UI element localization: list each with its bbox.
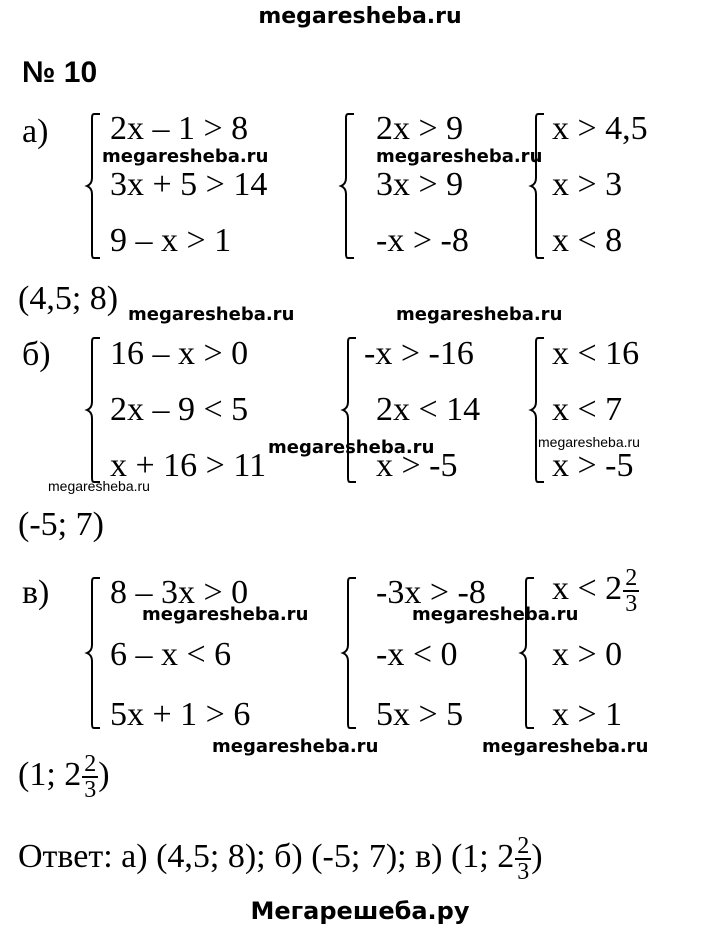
fraction-two-thirds — [623, 566, 639, 616]
watermark: megaresheba.ru — [102, 146, 269, 167]
part-v-col3-line2: x > 0 — [552, 636, 623, 673]
part-a-col2-line1: 2x > 9 — [376, 110, 464, 147]
part-v-col2-line3: 5x > 5 — [376, 696, 464, 733]
fraction-denominator: 3 — [517, 859, 530, 885]
part-v-col1-line1: 8 – 3x > 0 — [110, 574, 249, 611]
part-a-col1-line3: 9 – x > 1 — [110, 222, 232, 259]
watermark: megaresheba.ru — [142, 604, 309, 625]
part-v-col2-line2: -x < 0 — [376, 636, 458, 673]
fraction-denominator: 3 — [625, 591, 638, 617]
watermark: megaresheba.ru — [48, 478, 150, 494]
part-b-label: б) — [22, 336, 51, 373]
part-b-col2-line3: x > -5 — [376, 447, 458, 484]
part-a-col1-line1: 2x – 1 > 8 — [110, 110, 249, 147]
part-b-col1-line1: 16 – x > 0 — [110, 335, 249, 372]
final-answer-close: ) — [531, 837, 543, 875]
part-b-col3-line1: x < 16 — [552, 335, 640, 372]
part-a-col2-line3: -x > -8 — [376, 222, 469, 259]
part-a-answer: (4,5; 8) — [18, 280, 119, 317]
part-v-col2-line1: -3x > -8 — [376, 574, 486, 611]
part-b-col3-line3: x > -5 — [552, 447, 634, 484]
part-a-col3-brace — [530, 112, 546, 260]
watermark: megaresheba.ru — [412, 604, 579, 625]
part-b-col1-line3: x + 16 > 11 — [110, 447, 267, 484]
fraction-numerator: 2 — [625, 565, 638, 591]
part-b-col2-line1: -x > -16 — [364, 335, 474, 372]
fraction-two-thirds — [82, 752, 98, 802]
part-a-col1-brace — [86, 112, 102, 260]
fraction-numerator: 2 — [517, 833, 530, 859]
watermark: megaresheba.ru — [396, 304, 563, 325]
part-v-col2-brace — [342, 576, 358, 730]
fraction-two-thirds — [515, 834, 531, 884]
part-a-col2-brace — [340, 112, 356, 260]
watermark: megaresheba.ru — [212, 736, 379, 757]
part-a-col3-line1: x > 4,5 — [552, 110, 648, 147]
part-v-col1-line3: 5x + 1 > 6 — [110, 696, 251, 733]
part-v-col3-line3: x > 1 — [552, 696, 623, 733]
watermark: megaresheba.ru — [268, 437, 435, 458]
part-v-answer — [18, 752, 110, 802]
part-v-col3-brace — [520, 576, 536, 730]
part-b-col2-line2: 2x < 14 — [376, 391, 481, 428]
part-b-col3-line2: x < 7 — [552, 391, 623, 428]
watermark: megaresheba.ru — [128, 304, 295, 325]
part-b-col1-brace — [86, 336, 102, 484]
site-footer: Мегарешеба.ру — [250, 897, 470, 925]
fraction-denominator: 3 — [84, 777, 97, 803]
final-answer-text: Ответ: а) (4,5; 8); б) (-5; 7); в) (1; 2 — [18, 837, 515, 875]
part-b-answer: (-5; 7) — [18, 506, 104, 543]
watermark: megaresheba.ru — [482, 736, 649, 757]
part-b-col1-line2: 2x – 9 < 5 — [110, 391, 249, 428]
watermark: megaresheba.ru — [538, 434, 640, 450]
part-a-col1-line2: 3x + 5 > 14 — [110, 166, 268, 203]
part-a-col3-line3: x < 8 — [552, 222, 623, 259]
part-a-col3-line2: x > 3 — [552, 166, 623, 203]
part-v-answer-open: (1; 2 — [18, 755, 82, 793]
part-v-col3-line1-text: x < 2 — [552, 569, 623, 607]
part-v-answer-close: ) — [98, 755, 110, 793]
part-b-col2-brace — [342, 336, 358, 484]
part-v-col1-brace — [86, 576, 102, 730]
problem-number: № 10 — [22, 56, 98, 89]
final-answer — [18, 834, 543, 884]
part-v-label: в) — [22, 574, 50, 611]
part-b-col3-brace — [530, 336, 546, 484]
part-v-col1-line2: 6 – x < 6 — [110, 636, 232, 673]
part-a-col2-line2: 3x > 9 — [376, 166, 464, 203]
part-a-label: а) — [22, 113, 49, 150]
watermark: megaresheba.ru — [376, 146, 543, 167]
fraction-numerator: 2 — [84, 751, 97, 777]
site-header: megaresheba.ru — [258, 4, 462, 29]
